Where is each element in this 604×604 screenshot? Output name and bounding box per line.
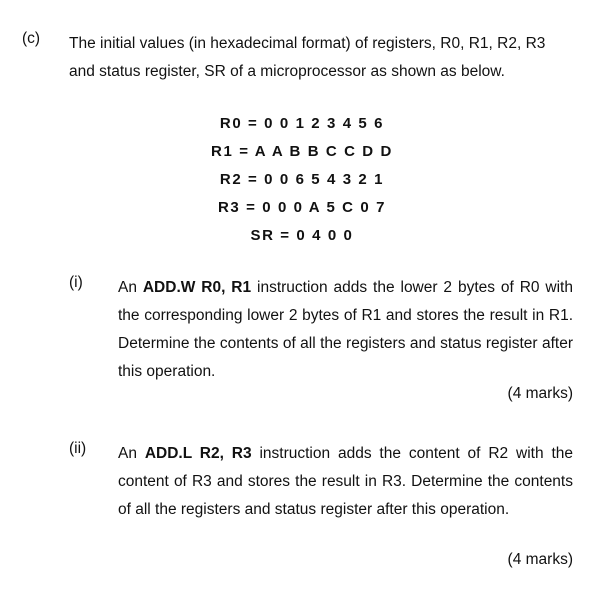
question-ii-before: An — [118, 445, 145, 462]
register-sr: SR = 0 4 0 0 — [250, 227, 354, 244]
intro-line-1: The initial values (in hexadecimal format) of registers, R0, R1, R2, R3 — [69, 35, 546, 52]
register-r1: R1 = A A B B C C D D — [211, 143, 393, 160]
intro-text — [69, 30, 545, 86]
question-i-label: (i) — [69, 274, 83, 291]
register-r2: R2 = 0 0 6 5 4 3 2 1 — [219, 171, 385, 188]
register-values — [0, 110, 604, 250]
question-i-before: An — [118, 279, 143, 296]
question-ii-after: instruction adds the content of R2 with the content of R3 and stores the result in R3. Determine the contents of all the registers and status register after this operation. — [118, 445, 574, 518]
register-r3: R3 = 0 0 0 A 5 C 0 7 — [217, 199, 387, 216]
question-i-after: instruction adds the lower 2 bytes of R0 with the corresponding lower 2 bytes of R1 and stores the result in R1. Determine the contents of all the registers and status register after this operation. — [118, 279, 573, 380]
question-i-text — [118, 274, 573, 386]
part-label: (c) — [22, 30, 41, 47]
question-ii-instruction: ADD.L R2, R3 — [144, 445, 252, 462]
question-i-marks: (4 marks) — [507, 385, 573, 402]
intro-line-2: and status register, SR of a microprocessor as shown as below. — [69, 63, 505, 80]
question-i-instruction: ADD.W R0, R1 — [142, 279, 252, 296]
question-ii-label: (ii) — [69, 440, 87, 457]
question-ii-text — [118, 440, 573, 524]
register-r0: R0 = 0 0 1 2 3 4 5 6 — [219, 115, 385, 132]
question-ii-marks: (4 marks) — [507, 551, 573, 568]
